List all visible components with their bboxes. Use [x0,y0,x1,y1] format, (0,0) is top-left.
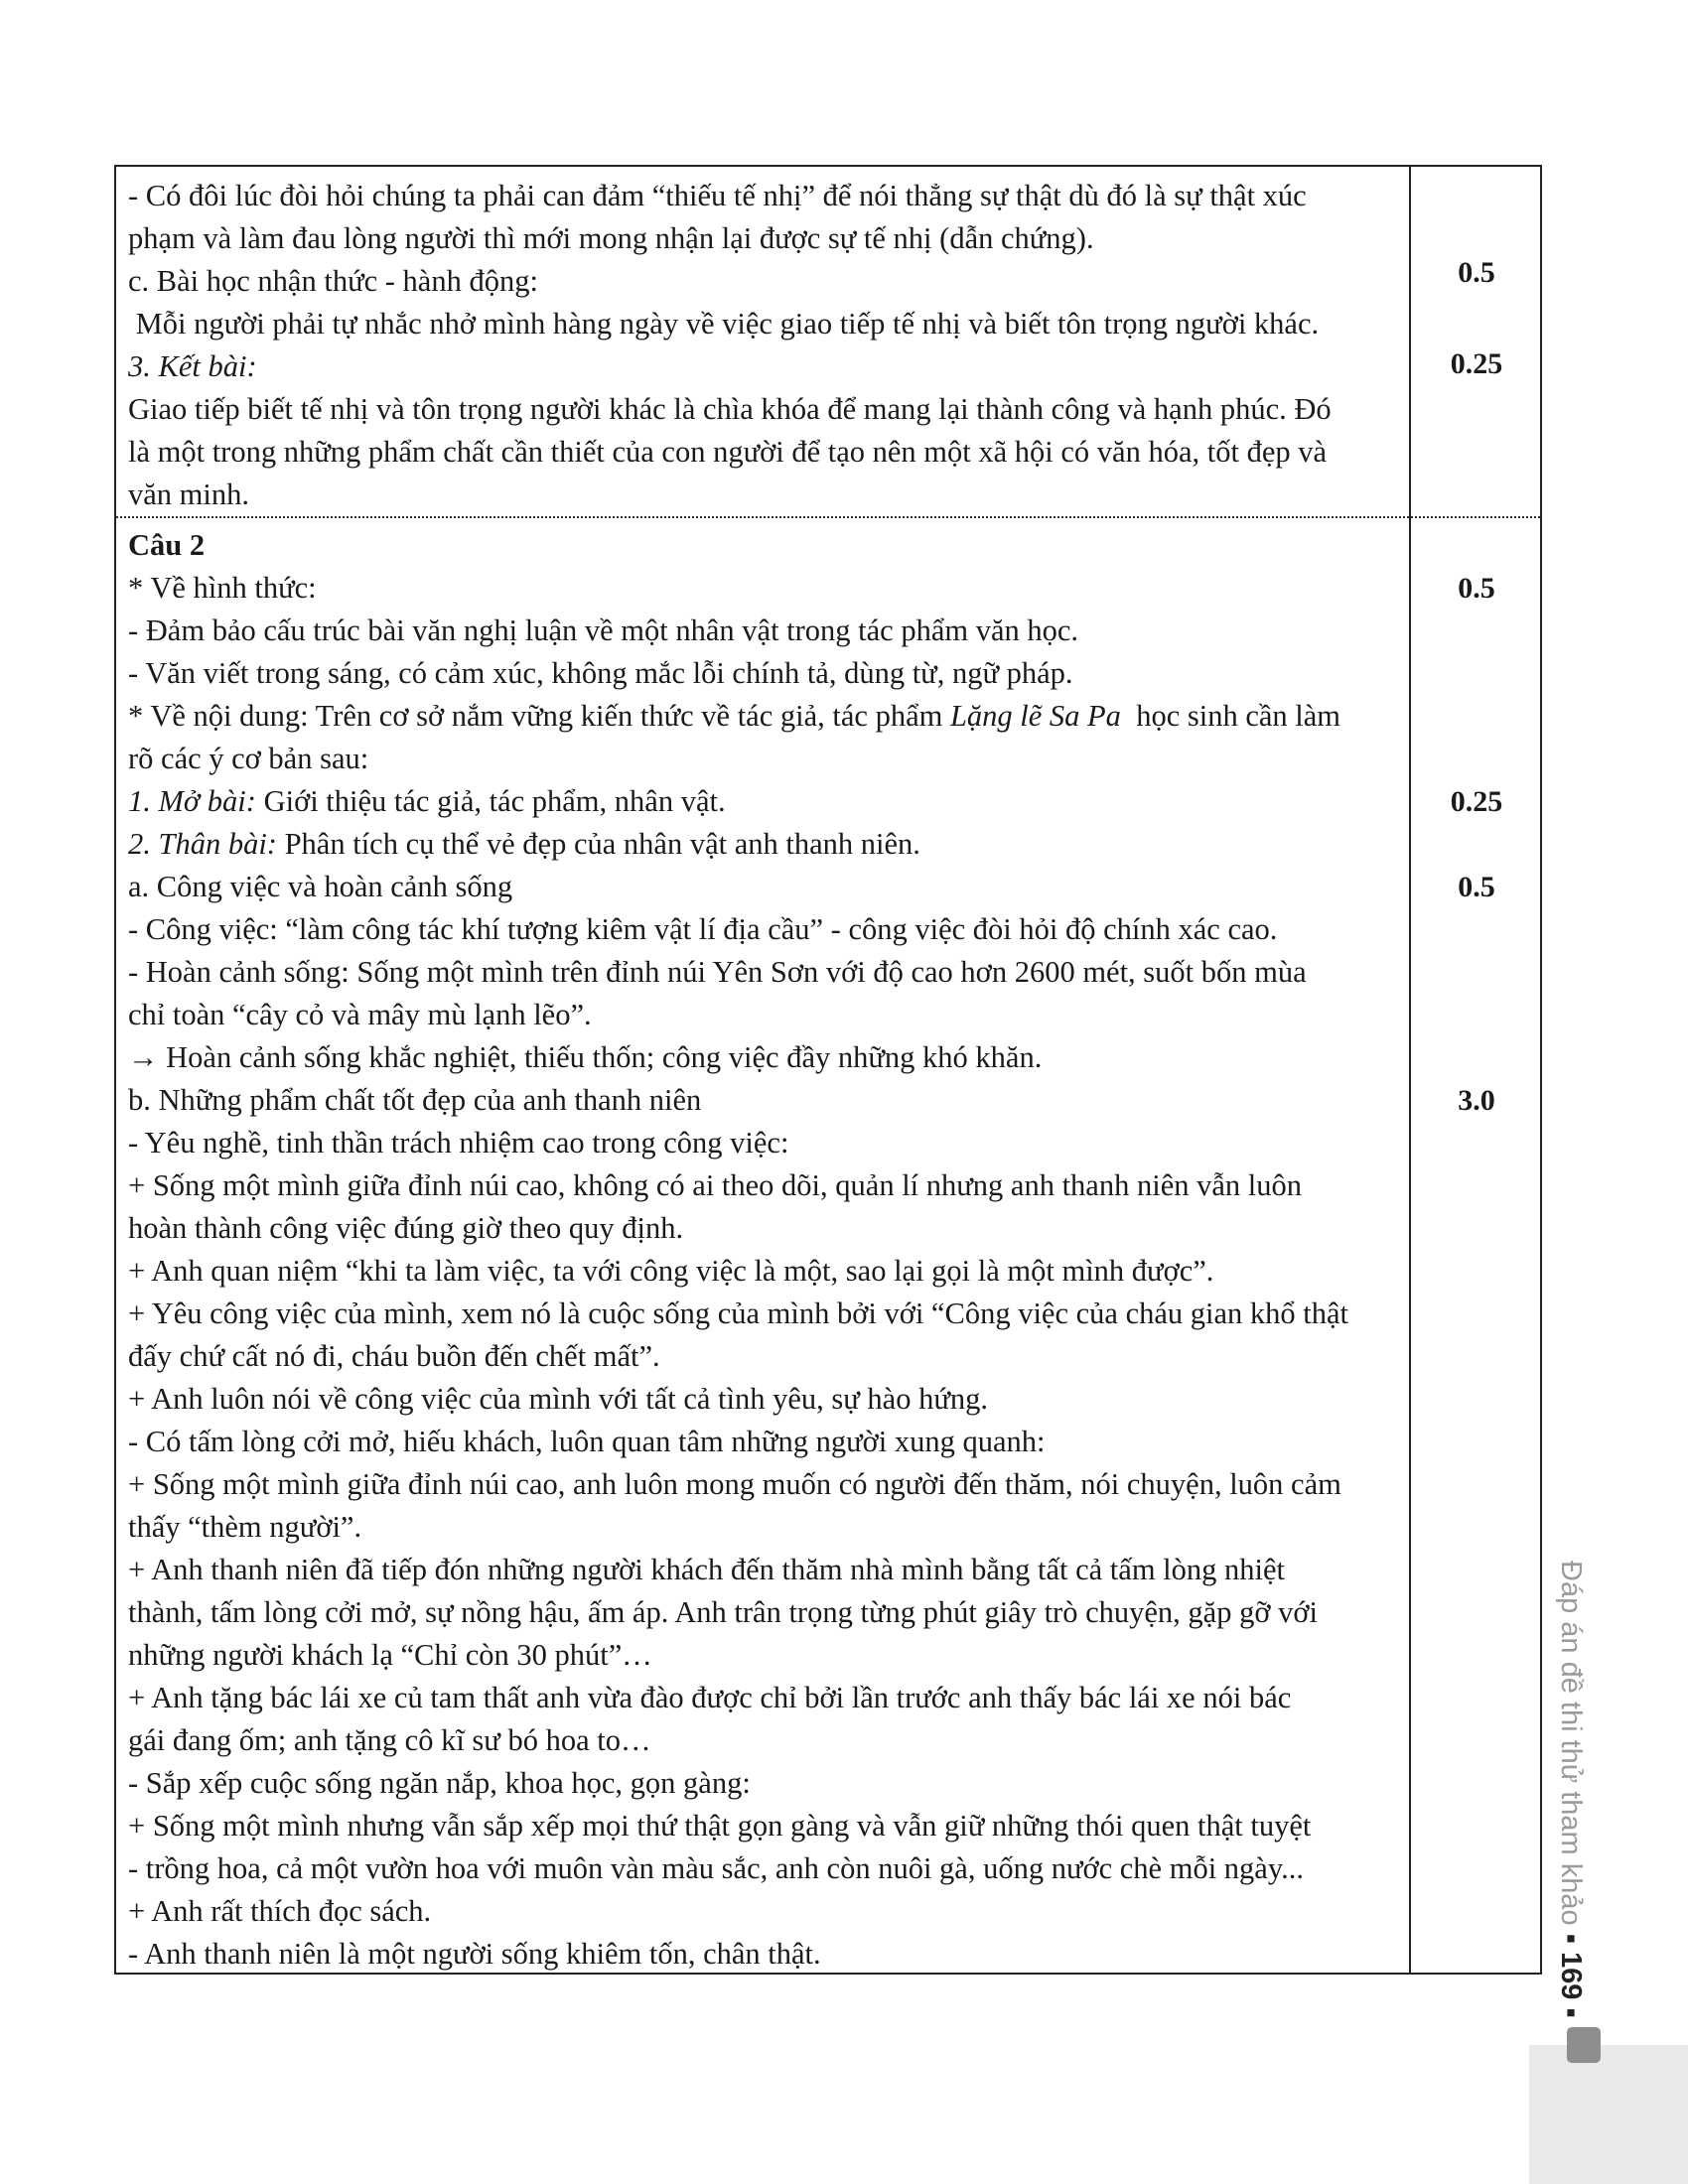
text-line: + Anh luôn nói về công việc của mình với tất cả tình yêu, sự hào hứng. [128,1382,989,1416]
section-2-content [128,524,1399,1976]
section-1-content [128,175,1399,516]
text-line: - Văn viết trong sáng, có cảm xúc, không mắc lỗi chính tả, dùng từ, ngữ pháp. [128,656,1073,690]
score-value: 0.5 [1458,871,1495,903]
text-line: chỉ toàn “cây cỏ và mây mù lạnh lẽo”. [128,998,592,1031]
text-line: - Sắp xếp cuộc sống ngăn nắp, khoa học, gọn gàng: [128,1766,751,1800]
score-value: 0.25 [1450,785,1503,818]
text-line: + Sống một mình giữa đỉnh núi cao, anh luôn mong muốn có người đến thăm, nói chuyện, luôn cảm [128,1467,1341,1501]
row-divider [116,516,1540,518]
answer-table [114,165,1542,1975]
section-heading: 1. Mở bài: [128,784,256,818]
text-line: - Anh thanh niên là một người sống khiêm tốn, chân thật. [128,1937,821,1971]
text-line [128,780,1399,823]
text-line: thấy “thèm người”. [128,1510,362,1544]
text-line: Mỗi người phải tự nhắc nhở mình hàng ngày về việc giao tiếp tế nhị và biết tôn trọng người khác. [128,307,1320,341]
text-line: + Sống một mình giữa đỉnh núi cao, không có ai theo dõi, quản lí nhưng anh thanh niên vẫn luôn [128,1168,1302,1202]
work-title: Lặng lẽ Sa Pa [949,699,1121,733]
text-span: học sinh cần làm [1120,699,1341,733]
text-line: - Có tấm lòng cởi mở, hiếu khách, luôn quan tâm những người xung quanh: [128,1425,1046,1458]
text-line: + Sống một mình nhưng vẫn sắp xếp mọi thứ thật gọn gàng và vẫn giữ những thói quen thật tuyệt [128,1809,1312,1843]
text-line: + Anh quan niệm “khi ta làm việc, ta với công việc là một, sao lại gọi là một mình được”. [128,1254,1214,1288]
text-line: + Anh thanh niên đã tiếp đón những người khách đến thăm nhà mình bằng tất cả tấm lòng nhiệt [128,1553,1286,1586]
side-tab-marker [1567,2027,1601,2063]
text-line [128,695,1399,738]
text-line: văn minh. [128,478,249,511]
text-line: Giao tiếp biết tế nhị và tôn trọng người khác là chìa khóa để mang lại thành công và hạnh phúc. Đó [128,392,1332,426]
text-span: * Về nội dung: Trên cơ sở nắm vững kiến thức về tác giả, tác phẩm [128,699,950,733]
text-line [128,823,1399,866]
text-line: phạm và làm đau lòng người thì mới mong nhận lại được sự tế nhị (dẫn chứng). [128,221,1094,255]
text-line: những người khách lạ “Chỉ còn 30 phút”… [128,1638,652,1672]
score-value: 0.5 [1458,572,1495,605]
text-line: + Yêu công việc của mình, xem nó là cuộc sống của mình bởi với “Công việc của cháu gian khổ thật [128,1297,1349,1330]
text-line: - Công việc: “làm công tác khí tượng kiêm vật lí địa cầu” - công việc đòi hỏi độ chính xác cao. [128,912,1278,946]
text-line: * Về hình thức: [128,571,317,605]
page-number: 169 [1555,1952,1587,2000]
score-value: 3.0 [1458,1084,1495,1117]
side-header-text: Đáp án đề thi thử tham khảo [1555,1561,1587,1926]
text-span: Phân tích cụ thể vẻ đẹp của nhân vật anh thanh niên. [276,827,920,861]
text-line: đấy chứ cất nó đi, cháu buồn đến chết mất”. [128,1339,660,1373]
score-value: 0.5 [1458,256,1495,289]
text-line: hoàn thành công việc đúng giờ theo quy định. [128,1211,684,1245]
text-line: + Anh rất thích đọc sách. [128,1894,432,1928]
text-line: là một trong những phẩm chất cần thiết của con người để tạo nên một xã hội có văn hóa, tốt đẹp và [128,435,1328,469]
section-heading: 3. Kết bài: [128,349,257,383]
text-line: rõ các ý cơ bản sau: [128,742,369,775]
text-line: thành, tấm lòng cởi mở, sự nồng hậu, ấm áp. Anh trân trọng từng phút giây trò chuyện, gặp gỡ với [128,1595,1318,1629]
text-line: - Có đôi lúc đòi hỏi chúng ta phải can đảm “thiếu tế nhị” để nói thẳng sự thật dù đó là sự thật xúc [128,179,1307,212]
text-line: - trồng hoa, cả một vườn hoa với muôn vàn màu sắc, anh còn nuôi gà, uống nước chè mỗi ngày... [128,1851,1304,1885]
text-line: gái đang ốm; anh tặng cô kĩ sư bó hoa to… [128,1723,651,1757]
text-line: c. Bài học nhận thức - hành động: [128,264,538,298]
separator-icon: ▪ [1555,1933,1587,1944]
score-value: 0.25 [1450,347,1503,380]
question-title: Câu 2 [128,528,206,562]
text-line: a. Công việc và hoàn cảnh sống [128,870,513,903]
text-line: - Đảm bảo cấu trúc bài văn nghị luận về một nhân vật trong tác phẩm văn học. [128,614,1079,647]
text-line: → Hoàn cảnh sống khắc nghiệt, thiếu thốn; công việc đầy những khó khăn. [128,1040,1043,1074]
side-tab-background [1529,2045,1688,2184]
separator-icon: ▪ [1555,2007,1587,2018]
text-line: + Anh tặng bác lái xe củ tam thất anh vừa đào được chỉ bởi lần trước anh thấy bác lái xe nói bác [128,1681,1292,1714]
section-heading: 2. Thân bài: [128,827,277,861]
text-line: - Hoàn cảnh sống: Sống một mình trên đỉnh núi Yên Sơn với độ cao hơn 2600 mét, suốt bốn mùa [128,955,1307,989]
text-span: Giới thiệu tác giả, tác phẩm, nhân vật. [255,784,726,818]
text-line: - Yêu nghề, tinh thần trách nhiệm cao trong công việc: [128,1126,789,1160]
column-divider [1409,167,1411,1973]
text-line: b. Những phẩm chất tốt đẹp của anh thanh niên [128,1083,702,1117]
